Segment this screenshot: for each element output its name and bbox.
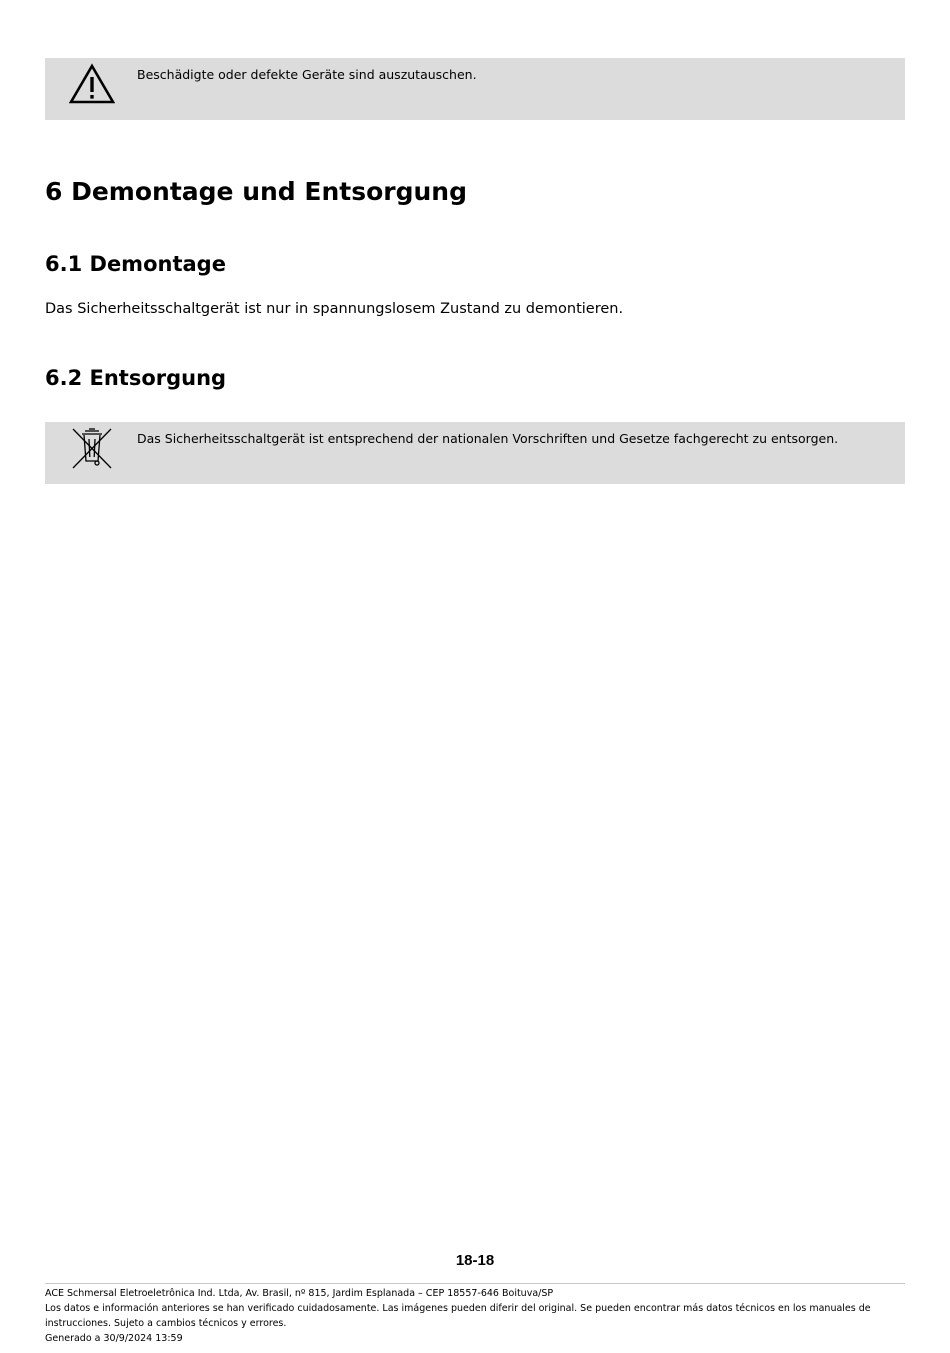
warning-triangle-icon [69, 63, 115, 105]
footer-company: ACE Schmersal Eletroeletrônica Ind. Ltda, Av. Brasil, nº 815, Jardim Esplanada – CEP 18557-646 Boituva/SP [45, 1288, 554, 1299]
page-footer [45, 1286, 905, 1346]
warning-notice [45, 58, 905, 120]
crossed-out-wheelie-bin-icon [69, 427, 115, 469]
page-number: 18-18 [455, 1252, 495, 1269]
section-title: 6 Demontage und Entsorgung [45, 177, 467, 206]
subsection-title-demontage: 6.1 Demontage [45, 252, 226, 276]
subsection-title-entsorgung: 6.2 Entsorgung [45, 366, 227, 390]
disposal-notice [45, 422, 905, 484]
footer-divider [45, 1283, 905, 1284]
footer-generated: Generado a 30/9/2024 13:59 [45, 1333, 183, 1344]
footer-disclaimer: Los datos e información anteriores se han verificado cuidadosamente. Las imágenes pueden diferir del original. Se pueden encontrar más datos técnicos en los manuales de instrucciones. Sujeto a cambios técnicos y errores. [45, 1303, 871, 1329]
disposal-notice-text: Das Sicherheitsschaltgerät ist entsprechend der nationalen Vorschriften und Gesetze fachgerecht zu entsorgen. [137, 431, 839, 446]
demontage-paragraph: Das Sicherheitsschaltgerät ist nur in spannungslosem Zustand zu demontieren. [45, 301, 624, 317]
warning-notice-text: Beschädigte oder defekte Geräte sind auszutauschen. [137, 67, 477, 82]
